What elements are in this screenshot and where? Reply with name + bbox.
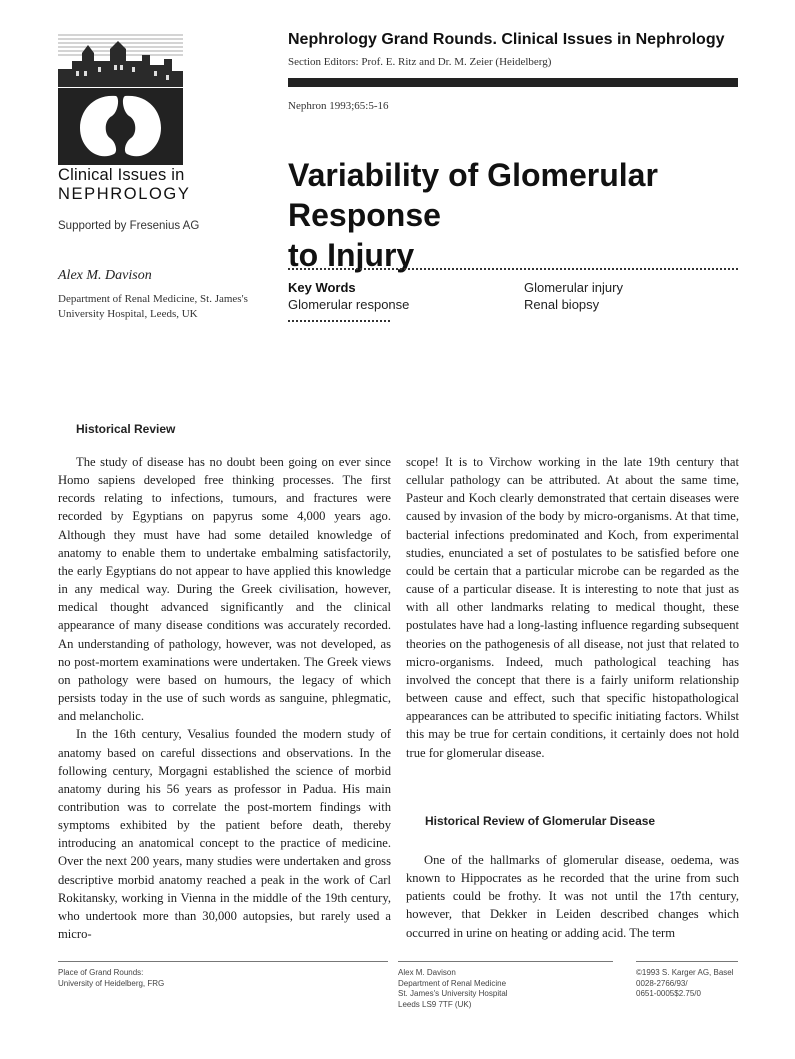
footer-correspondence-address (398, 968, 508, 1010)
sponsor-note: Supported by Fresenius AG (58, 220, 200, 232)
footer-line: 0651-0005$2.75/0 (636, 989, 701, 998)
footer-line: Leeds LS9 7TF (UK) (398, 999, 472, 1009)
body-column-left (58, 453, 391, 943)
logo-title-line2: NEPHROLOGY (58, 185, 191, 203)
footer-line: ©1993 S. Karger AG, Basel (636, 968, 734, 977)
keywords-top-rule (288, 268, 738, 270)
title-line1: Variability of Glomerular Response (288, 157, 658, 233)
series-title: Nephrology Grand Rounds. Clinical Issues in Nephrology (288, 31, 725, 48)
citation: Nephron 1993;65:5-16 (288, 100, 389, 112)
footer-line: Department of Renal Medicine (398, 978, 507, 988)
journal-logo-title (58, 166, 258, 204)
footer-rule (58, 961, 388, 962)
footer-line: 0028-2766/93/ (636, 978, 688, 988)
footer-line: University of Heidelberg, FRG (58, 978, 165, 988)
body-column-right (406, 453, 739, 762)
section-editors: Section Editors: Prof. E. Ritz and Dr. M. Zeier (Heidelberg) (288, 56, 552, 68)
body-paragraph: In the 16th century, Vesalius founded the modern study of anatomy based on careful dissections and observations. In the following century, Morgagni established the science of morbid anatomy during his 56 years as professor in Padua. His main contribution was to correlate the post-mortem findings with symptoms exhibited by the patient before death, thereby introducing an anatomical concept to the practice of medicine. Over the next 200 years, many studies were undertaken and gross descriptive morbid anatomy reached a peak in the work of Carl Rokitansky, working in Vienna in the middle of the 19th century, who undertook more than 30,000 autopsies, but rarely used a micro- (58, 727, 391, 942)
body-column-right-continued (406, 851, 739, 942)
title-line2: to Injury (288, 237, 415, 273)
header-rule (288, 78, 738, 87)
footer-rule (636, 961, 738, 962)
keywords-heading: Key Words (288, 280, 356, 295)
footer-copyright (636, 968, 734, 1000)
author-affiliation: Department of Renal Medicine, St. James's University Hospital, Leeds, UK (58, 293, 248, 320)
footer-line: St. James's University Hospital (398, 989, 508, 998)
section-heading-glomerular-disease: Historical Review of Glomerular Disease (425, 814, 656, 828)
footer-line: Alex M. Davison (398, 968, 456, 977)
section-heading-historical-review: Historical Review (76, 422, 176, 436)
author-name: Alex M. Davison (58, 268, 152, 283)
building-illustration-icon (58, 31, 183, 87)
footer-line: Place of Grand Rounds: (58, 968, 144, 977)
body-paragraph: scope! It is to Virchow working in the late 19th century that cellular pathology can be attributed. At about the same time, Pasteur and Koch clearly demonstrated that certain diseases were caused by invasion of the body by micro-organisms. At that time, bacterial infections predominated and Koch, from experimental studies, enunciated a set of postulates to be satisfied before one could be certain that a particular microbe can be regarded as the cause of a particular disease. It is interesting to note that just as with all other landmarks relating to medical thought, these postulates have had a long-lasting influence regarding subsequent theories on the pathogenesis of all disease, not just that related to micro-organisms. Indeed, much pathological teaching has involved the concept that there is a fairly uniform relationship between cause and effect, such that specific histopathological appearances can be attributed to specific initiating factors. Whilst this may be true for certain conditions, it certainly does not hold true for glomerular disease. (406, 455, 739, 760)
kidney-logo-icon (58, 88, 183, 165)
footer-rule (398, 961, 613, 962)
keyword-item: Glomerular injury (524, 280, 623, 295)
keyword-item: Renal biopsy (524, 297, 600, 312)
body-paragraph: One of the hallmarks of glomerular disease, oedema, was known to Hippocrates as he recorded that the urine from such patients could be frothy. It was not until the 17th century, however, that Dekker in Leiden described changes which occurred in urine on heating or adding acid. The term (406, 853, 739, 940)
keywords-bottom-rule (288, 320, 390, 322)
keyword-item: Glomerular response (288, 297, 410, 312)
article-title (288, 155, 758, 275)
logo-title-line1: Clinical Issues in (58, 166, 185, 184)
footer-grand-rounds-place (58, 968, 164, 989)
body-paragraph: The study of disease has no doubt been going on ever since Homo sapiens developed free thinking processes. The first records relating to infections, tumours, and fractures were recorded by Egyptians on papyrus some 4,000 years ago. Although they must have had some detailed knowledge of anatomy to enable them to undertake embalming satisfactorily, the early Egyptians do not appear to have applied this knowledge in any medical way. During the Greek civilisation, however, medical thought advanced significantly and the clinical appearance of many disease conditions was accurately recorded. An understanding of pathology, however, was not developed, as no post-mortem examinations were undertaken. The Greek views on pathology were based on humours, the legacy of which persists today in the use of such words as sanguine, phlegmatic, and melancholic. (58, 455, 391, 724)
